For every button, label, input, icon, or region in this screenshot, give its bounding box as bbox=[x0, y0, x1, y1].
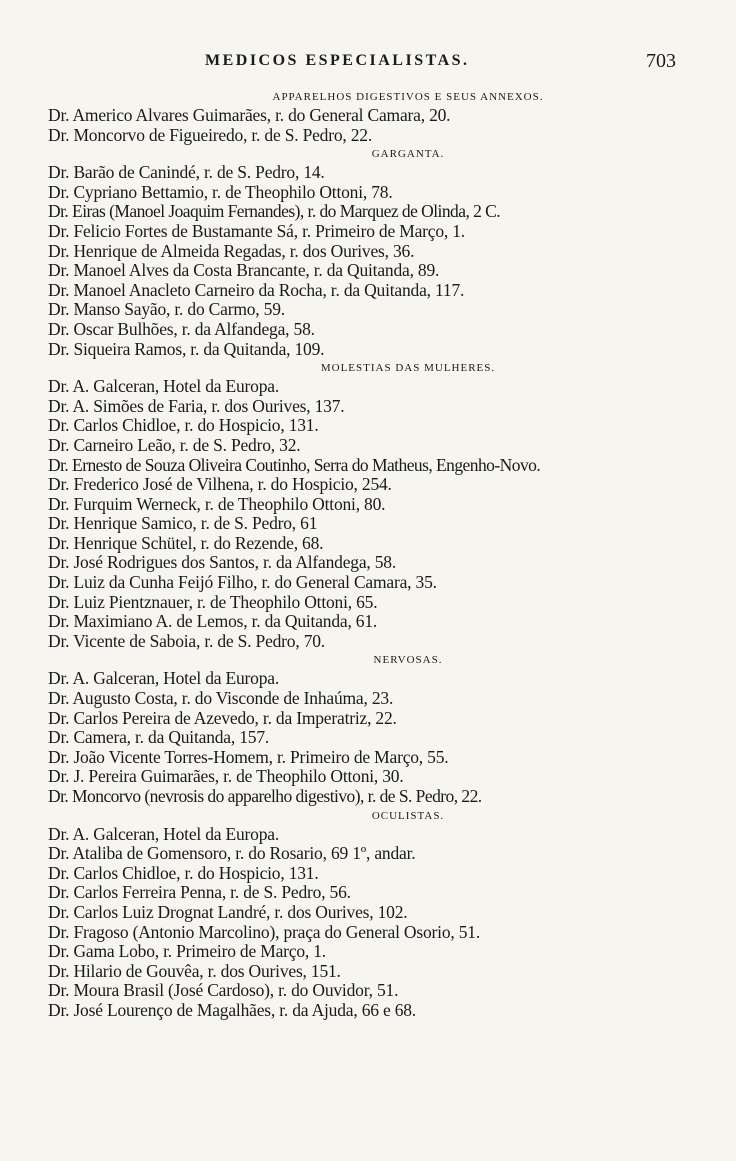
list-item: Dr. J. Pereira Guimarães, r. de Theophilo Ottoni, 30. bbox=[48, 766, 404, 787]
list-item: Dr. Cypriano Bettamio, r. de Theophilo Ottoni, 78. bbox=[48, 181, 393, 202]
list-item: Dr. A. Galceran, Hotel da Europa. bbox=[48, 668, 280, 689]
list-item: Dr. Furquim Werneck, r. de Theophilo Ottoni, 80. bbox=[48, 493, 386, 514]
list-item: Dr. Gama Lobo, r. Primeiro de Março, 1. bbox=[48, 941, 326, 962]
list-item: Dr. Manoel Alves da Costa Brancante, r. da Quitanda, 89. bbox=[48, 260, 440, 281]
section-oculistas bbox=[48, 807, 728, 1021]
list-item: Dr. A. Simões de Faria, r. dos Ourives, 137. bbox=[48, 395, 345, 416]
list-item: Dr. Luiz Pientznauer, r. de Theophilo Ottoni, 65. bbox=[48, 591, 378, 612]
section-heading: GARGANTA. bbox=[371, 148, 445, 161]
list-item: Dr. Carlos Luiz Drognat Landré, r. dos Ourives, 102. bbox=[48, 901, 408, 922]
list-item: Dr. Moura Brasil (José Cardoso), r. do Ouvidor, 51. bbox=[48, 980, 399, 1001]
section-heading: OCULISTAS. bbox=[371, 809, 445, 822]
list-item: Dr. Felicio Fortes de Bustamante Sá, r. Primeiro de Março, 1. bbox=[48, 220, 465, 241]
list-item: Dr. Augusto Costa, r. do Visconde de Inhaúma, 23. bbox=[48, 688, 394, 709]
list-item: Dr. Carneiro Leão, r. de S. Pedro, 32. bbox=[48, 434, 301, 455]
list-item: Dr. Manoel Anacleto Carneiro da Rocha, r. da Quitanda, 117. bbox=[48, 279, 465, 300]
list-item: Dr. José Lourenço de Magalhães, r. da Ajuda, 66 e 68. bbox=[48, 999, 416, 1020]
list-item: Dr. Camera, r. da Quitanda, 157. bbox=[48, 727, 270, 748]
list-item: Dr. Oscar Bulhões, r. da Alfandega, 58. bbox=[48, 318, 315, 339]
list-item: Dr. Americo Alvares Guimarães, r. do General Camara, 20. bbox=[48, 105, 451, 125]
list-item: Dr. José Rodrigues dos Santos, r. da Alfandega, 58. bbox=[48, 552, 397, 573]
list-item: Dr. Moncorvo (nevrosis do apparelho digestivo), r. de S. Pedro, 22. bbox=[48, 786, 482, 806]
list-item: Dr. Ataliba de Gomensoro, r. do Rosario, 69 1º, andar. bbox=[48, 843, 416, 864]
list-item: Dr. Luiz da Cunha Feijó Filho, r. do General Camara, 35. bbox=[48, 572, 437, 593]
list-item: Dr. João Vicente Torres-Homem, r. Primeiro de Março, 55. bbox=[48, 746, 449, 767]
list-item: Dr. Siqueira Ramos, r. da Quitanda, 109. bbox=[48, 338, 325, 359]
section-heading: MOLESTIAS DAS MULHERES. bbox=[320, 362, 496, 375]
list-item: Dr. Maximiano A. de Lemos, r. da Quitanda, 61. bbox=[48, 611, 378, 632]
list-item: Dr. Ernesto de Souza Oliveira Coutinho, Serra do Matheus, Engenho-Novo. bbox=[48, 454, 541, 475]
list-item: Dr. Moncorvo de Figueiredo, r. de S. Pedro, 22. bbox=[48, 124, 373, 145]
page-number: 703 bbox=[646, 50, 676, 72]
section-molestias-das-mulheres bbox=[48, 359, 728, 651]
list-item: Dr. Manso Sayão, r. do Carmo, 59. bbox=[48, 299, 285, 320]
list-item: Dr. Frederico José de Vilhena, r. do Hospicio, 254. bbox=[48, 474, 392, 495]
list-item: Dr. Carlos Chidloe, r. do Hospicio, 131. bbox=[48, 862, 319, 883]
section-nervosas bbox=[48, 651, 728, 806]
list-item: Dr. Vicente de Saboia, r. de S. Pedro, 70. bbox=[48, 630, 325, 651]
list-item: Dr. Carlos Chidloe, r. do Hospicio, 131. bbox=[48, 415, 319, 436]
list-item: Dr. Fragoso (Antonio Marcolino), praça do General Osorio, 51. bbox=[48, 921, 480, 942]
list-item: Dr. Hilario de Gouvêa, r. dos Ourives, 151. bbox=[48, 960, 341, 981]
list-item: Dr. Carlos Ferreira Penna, r. de S. Pedro, 56. bbox=[48, 882, 351, 903]
list-item: Dr. Henrique Schütel, r. do Rezende, 68. bbox=[48, 532, 324, 553]
section-heading: NERVOSAS. bbox=[373, 654, 443, 667]
list-item: Dr. Henrique Samico, r. de S. Pedro, 61 bbox=[48, 513, 318, 534]
list-item: Dr. Henrique de Almeida Regadas, r. dos Ourives, 36. bbox=[48, 240, 415, 261]
list-item: Dr. Barão de Canindé, r. de S. Pedro, 14. bbox=[48, 162, 325, 183]
list-item: Dr. Carlos Pereira de Azevedo, r. da Imperatriz, 22. bbox=[48, 707, 397, 728]
section-garganta bbox=[48, 145, 728, 359]
list-item: Dr. Eiras (Manoel Joaquim Fernandes), r. do Marquez de Olinda, 2 C. bbox=[48, 201, 501, 222]
section-apparelhos-digestivos bbox=[48, 88, 728, 145]
running-title: MEDICOS ESPECIALISTAS. bbox=[205, 52, 470, 69]
directory-listing bbox=[48, 88, 728, 1021]
list-item: Dr. A. Galceran, Hotel da Europa. bbox=[48, 376, 280, 397]
section-heading: APPARELHOS DIGESTIVOS E SEUS ANNEXOS. bbox=[272, 91, 544, 103]
list-item: Dr. A. Galceran, Hotel da Europa. bbox=[48, 823, 280, 844]
